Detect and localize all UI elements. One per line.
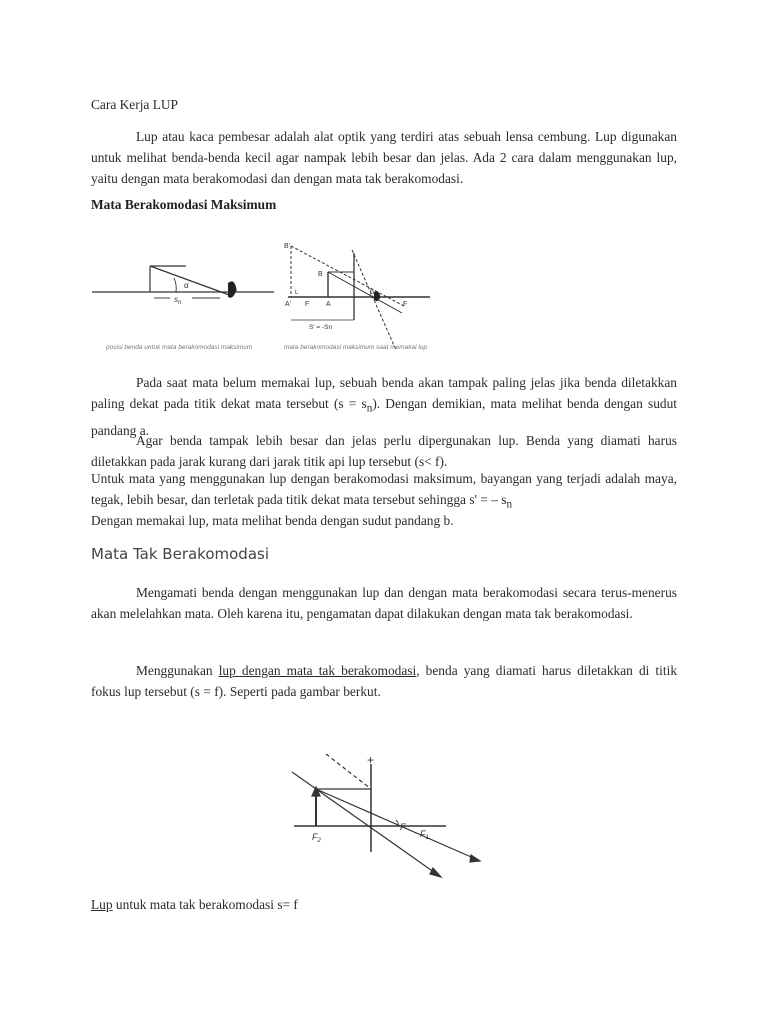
label-beta: β [370,289,375,296]
paragraph-max-accommodation: Untuk mata yang menggunakan lup dengan berakomodasi maksimum, bayangan yang terjadi adalah maya, tegak, lebih besar, dan terletak pada titik dekat mata tersebut sehingga s' = – $s_n$ [91,471,677,511]
label-b-prime: B' [284,243,291,250]
left-distance-label: $s_n$ [174,295,182,306]
label-f-left: F [305,301,310,308]
label-l: L [295,290,299,296]
paragraph-focus-point: Menggunakan lup dengan mata tak berakomodasi, benda yang diamati harus diletakkan di titik fokus lup tersebut (s = f). Seperti pada gambar berkut. [91,663,678,699]
label-s-prime: S' = -Sn [309,324,333,331]
label-a: A [326,301,331,308]
paragraph-tiring: Mengamati benda dengan menggunakan lup dan dengan mata berakomodasi secara terus-menerus akan melelahkan mata. Oleh karena itu, pengamatan dapat dilakukan dengan mata tak berakomodasi. [91,585,677,621]
lens-plus-label: + [367,753,375,767]
label-f-right: F [403,301,408,308]
figure-left-diagram [92,266,274,298]
figure-right-diagram [288,246,430,350]
paragraph-angle-b: Dengan memakai lup, mata melihat benda dengan sudut pandang b. [91,513,454,528]
section-heading-accommodating: Mata Berakomodasi Maksimum [91,197,277,212]
figure-max-accommodation [92,238,442,356]
left-angle-label: α [184,281,189,290]
label-f1: $F_1$ [420,829,429,841]
paragraph-near-point: Pada saat mata belum memakai lup, sebuah benda akan tampak paling jelas jika benda diletakkan paling dekat pada titik dekat mata tersebut $(s = s_n)$. Dengan demikian, mata melihat benda dengan sudut pandang a. [91,375,677,438]
page-title: Cara Kerja LUP [91,97,179,112]
figure-caption-relaxed: Lup untuk mata tak berakomodasi s= f [91,897,298,912]
link-lup-caption[interactable]: Lup [91,897,113,912]
left-figure-caption: posisi benda untuk mata berakomodasi maksimum [106,344,253,351]
intro-paragraph: Lup atau kaca pembesar adalah alat optik yang terdiri atas sebuah lensa cembung. Lup digunakan untuk melihat benda-benda kecil agar nampak lebih besar dan jelas. Ada 2 cara dalam menggunakan lup, yaitu dengan mata berakomodasi dan dengan mata tak berakomodasi. [91,129,677,186]
right-figure-caption: mata berakomodasi maksimum saat memakai lup [284,344,428,351]
label-b: B [318,271,323,278]
section-heading-relaxed: Mata Tak Berakomodasi [91,545,269,563]
label-a-prime: A' [285,301,292,308]
figure-relaxed-eye [286,752,486,882]
label-f-eye: F [400,822,406,832]
label-f2: $F_2$ [312,832,321,844]
link-lup-relaxed[interactable]: lup dengan mata tak berakomodasi [218,663,417,678]
paragraph-use-lup: Agar benda tampak lebih besar dan jelas perlu dipergunakan lup. Benda yang diamati harus diletakkan pada jarak kurang dari jarak titik api lup tersebut (s< f). [91,433,677,469]
